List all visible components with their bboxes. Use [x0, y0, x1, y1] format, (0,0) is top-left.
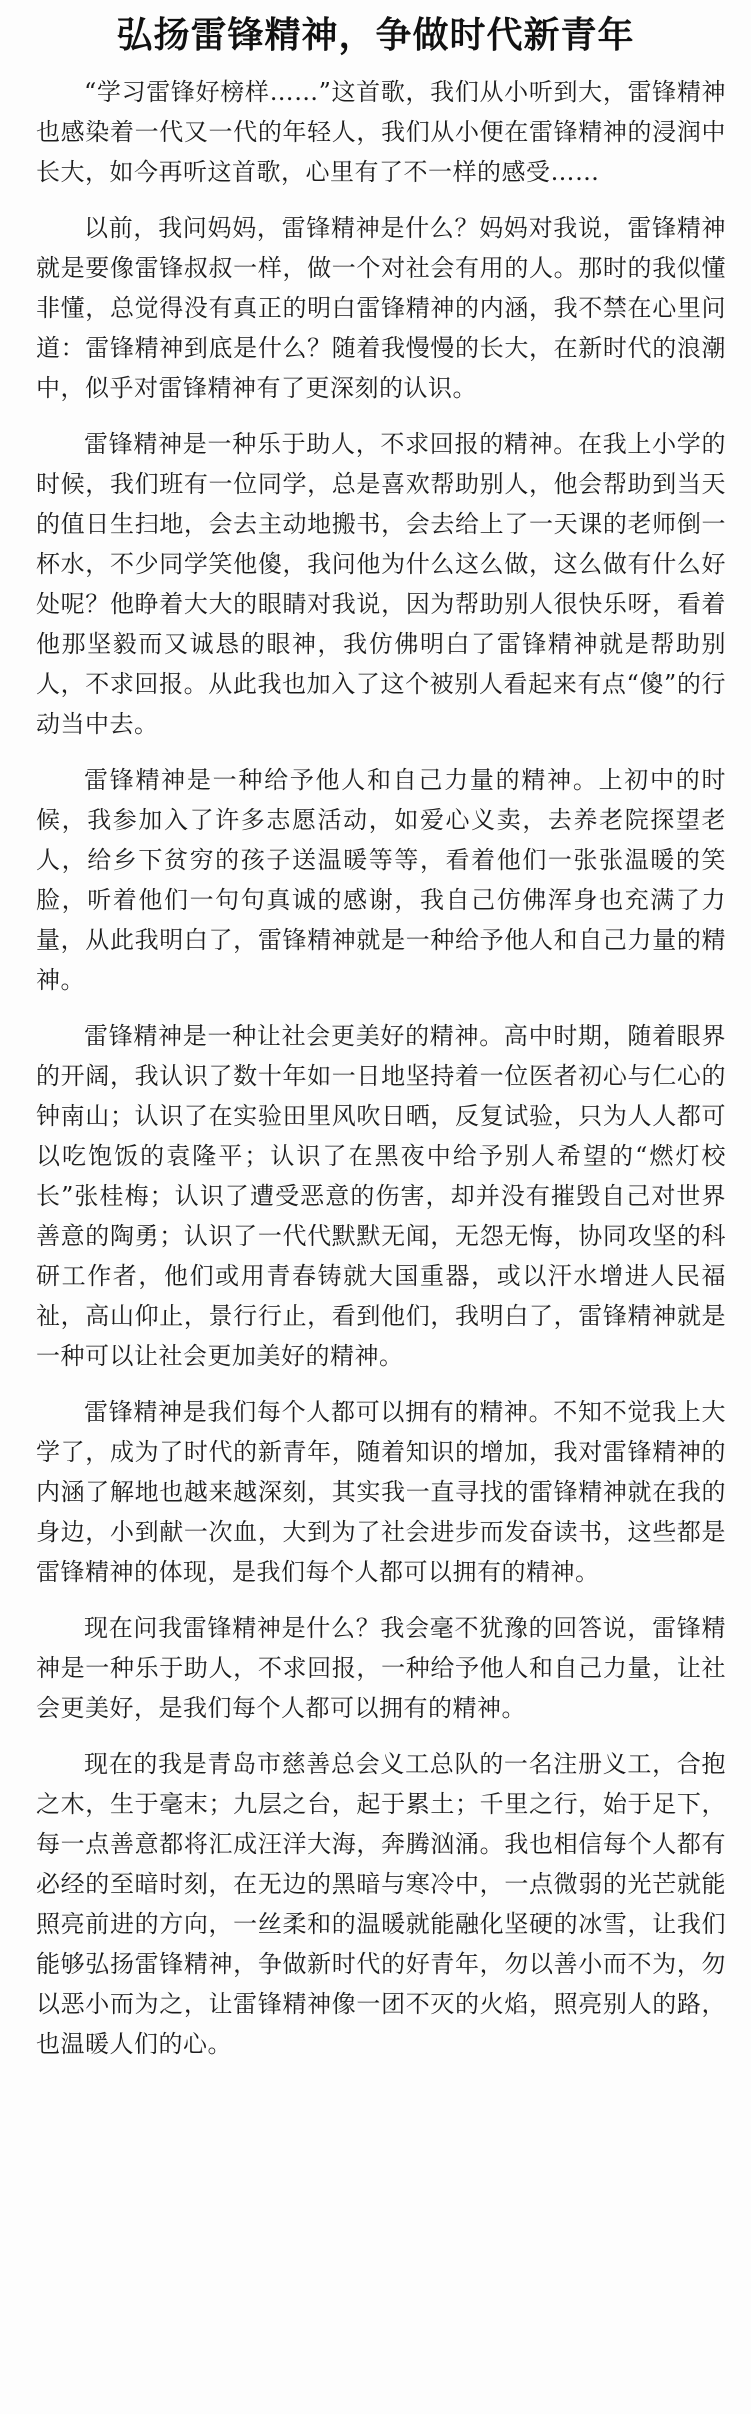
paragraph-4: 雷锋精神是一种给予他人和自己力量的精神。上初中的时候，我参加入了许多志愿活动，如爱心义卖，去养老院探望老人，给乡下贫穷的孩子送温暖等等，看着他们一张张温暖的笑脸，听着他们一句句真诚的感谢，我自己仿佛浑身也充满了力量，从此我明白了，雷锋精神就是一种给予他人和自己力量的精神。 [36, 766, 726, 994]
paragraph-1: “学习雷锋好榜样……”这首歌，我们从小听到大，雷锋精神也感染着一代又一代的年轻人，我们从小便在雷锋精神的浸润中长大，如今再听这首歌，心里有了不一样的感受…… [36, 78, 726, 186]
document-body [36, 72, 726, 2080]
paragraph-8: 现在的我是青岛市慈善总会义工总队的一名注册义工，合抱之木，生于毫末；九层之台，起于累土；千里之行，始于足下，每一点善意都将汇成汪洋大海，奔腾汹涌。我也相信每个人都有必经的至暗时刻，在无边的黑暗与寒冷中，一点微弱的光芒就能照亮前进的方向，一丝柔和的温暖就能融化坚硬的冰雪，让我们能够弘扬雷锋精神，争做新时代的好青年，勿以善小而不为，勿以恶小而为之，让雷锋精神像一团不灭的火焰，照亮别人的路，也温暖人们的心。 [36, 1750, 726, 2058]
paragraph-3: 雷锋精神是一种乐于助人，不求回报的精神。在我上小学的时候，我们班有一位同学，总是喜欢帮助别人，他会帮助到当天的值日生扫地，会去主动地搬书，会去给上了一天课的老师倒一杯水，不少同学笑他傻，我问他为什么这么做，这么做有什么好处呢？他睁着大大的眼睛对我说，因为帮助别人很快乐呀，看着他那坚毅而又诚恳的眼神，我仿佛明白了雷锋精神就是帮助别人，不求回报。从此我也加入了这个被别人看起来有点“傻”的行动当中去。 [36, 430, 726, 738]
paragraph-6: 雷锋精神是我们每个人都可以拥有的精神。不知不觉我上大学了，成为了时代的新青年，随着知识的增加，我对雷锋精神的内涵了解地也越来越深刻，其实我一直寻找的雷锋精神就在我的身边，小到献一次血，大到为了社会进步而发奋读书，这些都是雷锋精神的体现，是我们每个人都可以拥有的精神。 [36, 1398, 726, 1586]
paragraph-5: 雷锋精神是一种让社会更美好的精神。高中时期，随着眼界的开阔，我认识了数十年如一日地坚持着一位医者初心与仁心的钟南山；认识了在实验田里风吹日晒，反复试验，只为人人都可以吃饱饭的袁隆平；认识了在黑夜中给予别人希望的“燃灯校长”张桂梅；认识了遭受恶意的伤害，却并没有摧毁自己对世界善意的陶勇；认识了一代代默默无闻，无怨无悔，协同攻坚的科研工作者，他们或用青春铸就大国重器，或以汗水增进人民福祉，高山仰止，景行行止，看到他们，我明白了，雷锋精神就是一种可以让社会更加美好的精神。 [36, 1022, 726, 1370]
paragraph-7: 现在问我雷锋精神是什么？我会毫不犹豫的回答说，雷锋精神是一种乐于助人，不求回报，一种给予他人和自己力量，让社会更美好，是我们每个人都可以拥有的精神。 [36, 1614, 726, 1722]
document-title: 弘扬雷锋精神，争做时代新青年 [116, 15, 635, 56]
paragraph-2: 以前，我问妈妈，雷锋精神是什么？妈妈对我说，雷锋精神就是要像雷锋叔叔一样，做一个对社会有用的人。那时的我似懂非懂，总觉得没有真正的明白雷锋精神的内涵，我不禁在心里问道：雷锋精神到底是什么？随着我慢慢的长大，在新时代的浪潮中，似乎对雷锋精神有了更深刻的认识。 [36, 214, 726, 402]
